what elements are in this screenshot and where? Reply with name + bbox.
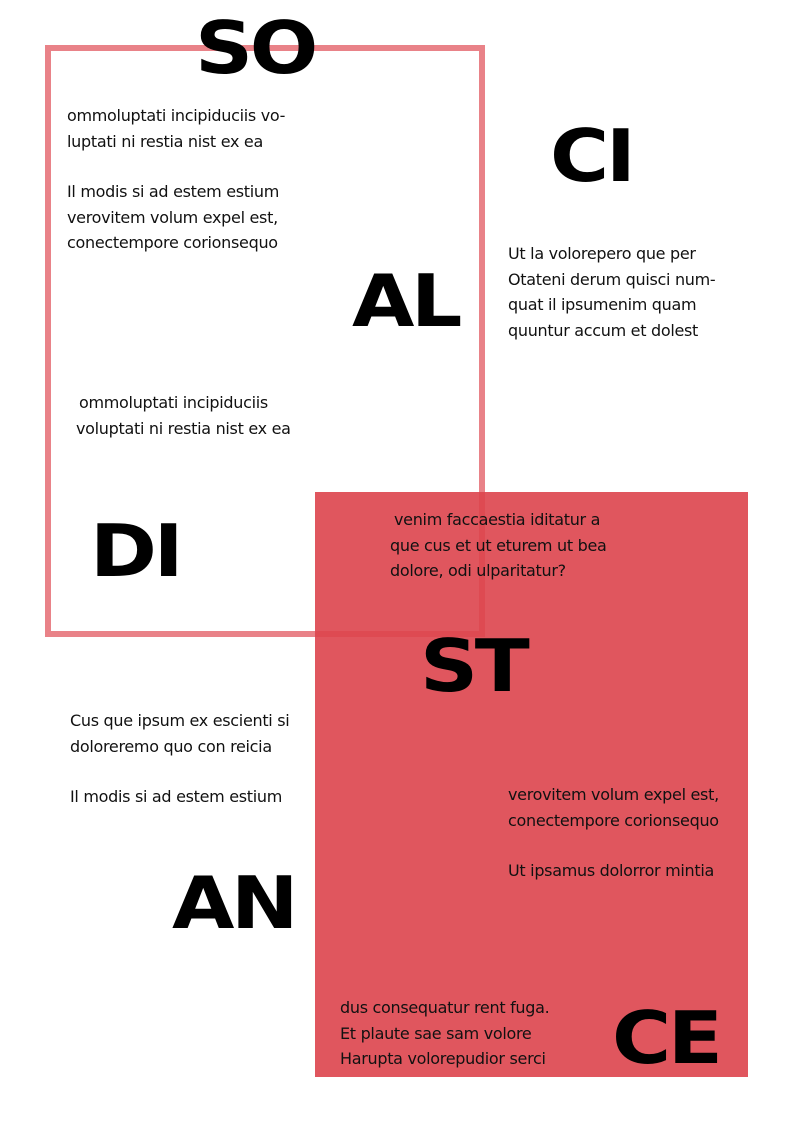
headline-an: AN — [172, 861, 296, 945]
text-line: ommoluptati incipiduciis vo- — [67, 106, 286, 125]
text-line: dus consequatur rent fuga. — [340, 998, 550, 1017]
text-line: Il modis si ad estem estium — [70, 787, 283, 806]
text-line: quat il ipsumenim quam — [508, 295, 697, 314]
headline-al: AL — [352, 259, 460, 343]
text-line: verovitem volum expel est, — [67, 207, 278, 227]
text-line: Cus que ipsum ex escienti si — [70, 711, 290, 730]
text-block-3 — [508, 241, 748, 343]
text-line: Et plaute sae sam volore — [340, 1023, 532, 1043]
text-line: Otateni derum quisci num- — [508, 269, 716, 289]
headline-di: DI — [90, 509, 181, 593]
headline-st: ST — [420, 624, 527, 708]
text-line: quuntur accum et dolest — [508, 320, 699, 340]
text-line: conectempore corionsequo — [67, 233, 278, 252]
text-block-1 — [67, 103, 309, 256]
text-line: Ut ipsamus dolorror mintia — [508, 861, 715, 880]
text-block-5 — [390, 507, 640, 584]
text-line: Il modis si ad estem estium — [67, 182, 280, 201]
text-line: ommoluptati incipiduciis — [79, 393, 268, 412]
text-line: voluptati ni restia nist ex ea — [76, 418, 291, 438]
text-line: venim faccaestia iditatur a — [394, 510, 601, 529]
text-block-4 — [76, 390, 326, 441]
headline-so: SO — [195, 6, 315, 90]
text-line: Harupta volorepudior serci — [340, 1049, 546, 1068]
text-line: doloreremo quo con reicia — [70, 736, 272, 756]
text-line: conectempore corionsequo — [508, 810, 719, 830]
headline-ce: CE — [612, 996, 720, 1080]
text-block-7 — [508, 782, 748, 884]
text-line: dolore, odi ulparitatur? — [390, 561, 566, 580]
text-line: que cus et ut eturem ut bea — [390, 535, 607, 555]
text-line: verovitem volum expel est, — [508, 785, 719, 804]
text-block-6 — [70, 708, 315, 810]
headline-ci: CI — [550, 114, 633, 198]
text-line: Ut la volorepero que per — [508, 244, 696, 263]
text-block-8 — [340, 995, 580, 1072]
text-line: luptati ni restia nist ex ea — [67, 131, 263, 151]
